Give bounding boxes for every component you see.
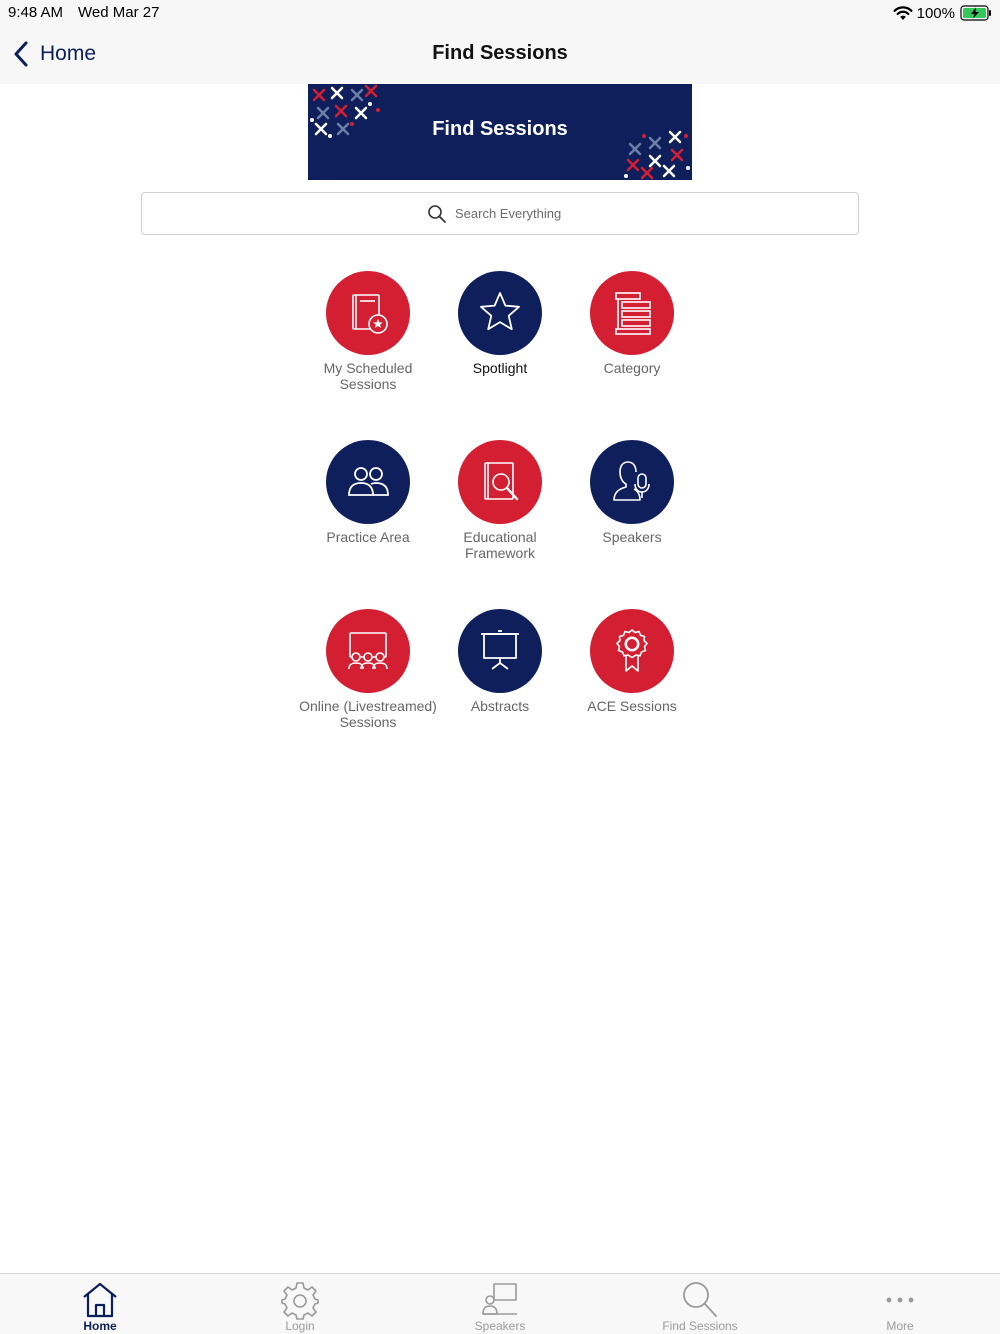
grid-icon-circle (458, 609, 542, 693)
more-dots-icon (880, 1280, 920, 1320)
category-list-icon (608, 289, 656, 337)
back-button-label: Home (40, 42, 97, 65)
grid-label: Spotlight (472, 360, 528, 376)
grid-icon-circle (458, 271, 542, 355)
search-box[interactable] (141, 192, 859, 235)
grid-label: Speakers (602, 529, 662, 545)
tab-label: Login (285, 1319, 315, 1333)
award-ribbon-icon (608, 627, 656, 675)
grid-item-ace-sessions[interactable] (562, 609, 702, 714)
gear-icon (280, 1280, 320, 1320)
grid-label: ACE Sessions (587, 698, 677, 714)
tab-find-sessions[interactable] (600, 1274, 800, 1334)
tab-bar (0, 1273, 1000, 1334)
banner-title: Find Sessions (432, 118, 568, 140)
search-icon (427, 204, 447, 224)
grid-item-educational-framework[interactable] (430, 440, 570, 561)
home-icon (80, 1280, 120, 1320)
grid-item-abstracts[interactable] (430, 609, 570, 714)
tab-speakers[interactable] (400, 1274, 600, 1334)
search-input[interactable] (455, 206, 573, 221)
status-indicators (893, 3, 992, 23)
grid-item-my-scheduled-sessions[interactable] (298, 271, 438, 392)
grid-item-online-livestreamed-sessions[interactable] (298, 609, 438, 730)
grid-label: Educational Framework (463, 529, 537, 561)
grid-item-category[interactable] (562, 271, 702, 376)
grid-icon-circle (590, 609, 674, 693)
navigation-bar (0, 26, 1000, 84)
speaker-microphone-icon (608, 458, 656, 506)
grid-label: Category (603, 360, 661, 376)
people-icon (344, 458, 392, 506)
find-sessions-banner (308, 84, 692, 180)
tab-label: Home (83, 1319, 117, 1333)
wifi-icon (893, 5, 913, 21)
tab-login[interactable] (200, 1274, 400, 1334)
tab-label: Find Sessions (662, 1319, 738, 1333)
grid-icon-circle (326, 609, 410, 693)
grid-item-speakers[interactable] (562, 440, 702, 545)
grid-icon-circle (590, 271, 674, 355)
grid-icon-circle (590, 440, 674, 524)
book-search-icon (476, 458, 524, 506)
magnifier-icon (680, 1280, 720, 1320)
grid-label: Abstracts (470, 698, 530, 714)
speaker-podium-icon (480, 1280, 520, 1320)
grid-icon-circle (326, 271, 410, 355)
battery-charging-icon (960, 5, 992, 21)
grid-icon-circle (326, 440, 410, 524)
status-time: 9:48 AM (8, 4, 64, 21)
status-date: Wed Mar 27 (78, 4, 160, 21)
page-title: Find Sessions (432, 42, 568, 64)
presentation-board-icon (476, 627, 524, 675)
audience-screen-icon (344, 627, 392, 675)
star-icon (476, 289, 524, 337)
grid-item-practice-area[interactable] (298, 440, 438, 545)
tab-label: Speakers (474, 1319, 526, 1333)
grid-label: Practice Area (326, 529, 410, 545)
tab-label: More (886, 1319, 914, 1333)
tab-more[interactable] (800, 1274, 1000, 1334)
scheduled-book-icon (344, 289, 392, 337)
grid-label: My Scheduled Sessions (323, 360, 413, 392)
grid-item-spotlight[interactable] (430, 271, 570, 376)
battery-percentage: 100% (916, 4, 955, 22)
grid-icon-circle (458, 440, 542, 524)
tab-home[interactable] (0, 1274, 200, 1334)
grid-label: Online (Livestreamed) Sessions (299, 698, 437, 730)
status-bar (0, 0, 1000, 26)
